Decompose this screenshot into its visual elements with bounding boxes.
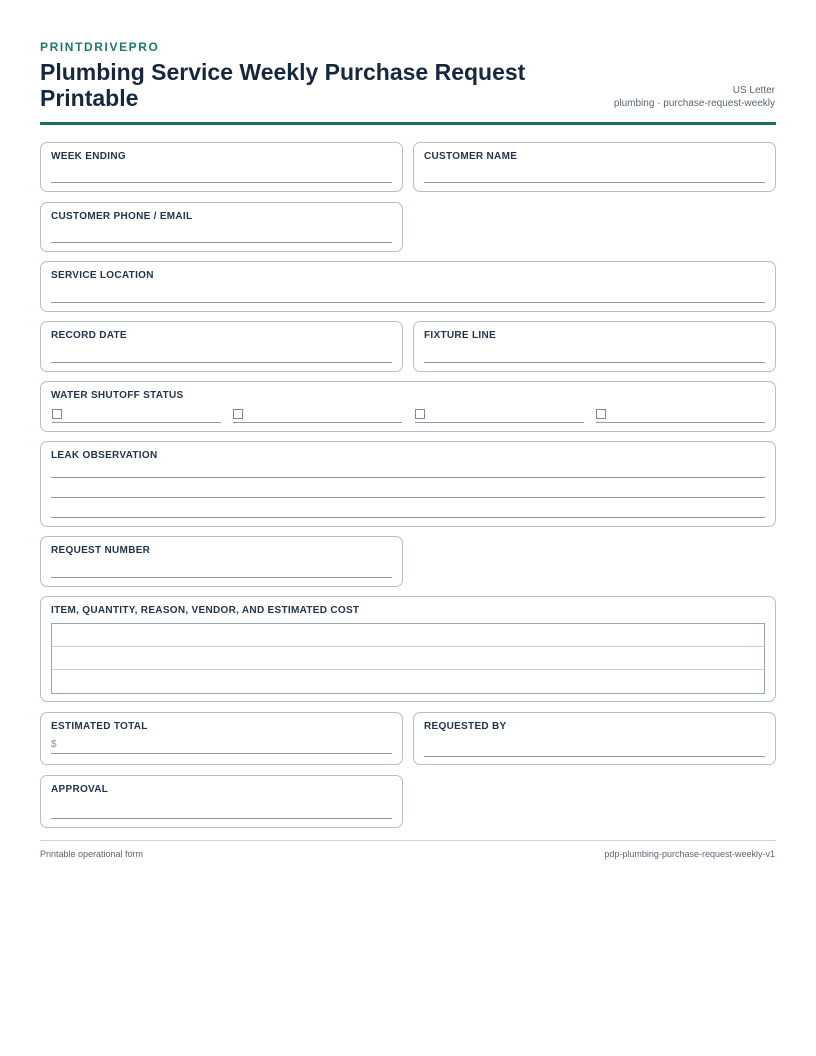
record-date-input-line[interactable]	[51, 362, 392, 363]
water-shutoff-option-line[interactable]	[52, 422, 221, 423]
customer-name-label: CUSTOMER NAME	[424, 151, 518, 162]
customer-contact-label: CUSTOMER PHONE / EMAIL	[51, 211, 193, 222]
request-number-label: REQUEST NUMBER	[51, 545, 151, 556]
fixture-line-field	[413, 321, 776, 372]
items-table-label: ITEM, QUANTITY, REASON, VENDOR, AND ESTIMATED COST	[51, 605, 360, 616]
leak-observation-field	[40, 441, 776, 527]
items-table-field	[40, 596, 776, 702]
leak-observation-label: LEAK OBSERVATION	[51, 450, 158, 461]
brand-name: PRINTDRIVEPRO	[40, 40, 160, 54]
service-location-label: SERVICE LOCATION	[51, 270, 154, 281]
fixture-line-label: FIXTURE LINE	[424, 330, 496, 341]
estimated-total-label: ESTIMATED TOTAL	[51, 721, 148, 732]
form-title: Plumbing Service Weekly Purchase Request Printable	[40, 59, 526, 111]
water-shutoff-status-label: WATER SHUTOFF STATUS	[51, 390, 184, 401]
week-ending-input-line[interactable]	[51, 182, 392, 183]
week-ending-label: WEEK ENDING	[51, 151, 126, 162]
items-table-row[interactable]	[52, 647, 764, 670]
week-ending-field	[40, 142, 403, 192]
items-table-row[interactable]	[52, 624, 764, 647]
items-table-grid	[51, 623, 765, 694]
form-version-id: pdp-plumbing-purchase-request-weekly-v1	[604, 849, 775, 859]
approval-field	[40, 775, 403, 828]
fixture-line-input-line[interactable]	[424, 362, 765, 363]
estimated-total-input-line[interactable]	[51, 753, 392, 754]
leak-observation-input-line[interactable]	[51, 497, 765, 498]
water-shutoff-checkbox[interactable]	[415, 409, 425, 419]
currency-prefix: $	[51, 739, 57, 750]
record-date-field	[40, 321, 403, 372]
water-shutoff-checkbox[interactable]	[233, 409, 243, 419]
customer-name-field	[413, 142, 776, 192]
customer-name-input-line[interactable]	[424, 182, 765, 183]
request-number-input-line[interactable]	[51, 577, 392, 578]
water-shutoff-checkbox[interactable]	[52, 409, 62, 419]
footer-rule	[40, 840, 776, 841]
record-date-label: RECORD DATE	[51, 330, 127, 341]
water-shutoff-option-line[interactable]	[596, 422, 765, 423]
paper-size: US Letter	[732, 85, 775, 96]
customer-contact-input-line[interactable]	[51, 242, 392, 243]
water-shutoff-option-line[interactable]	[233, 422, 402, 423]
water-shutoff-checkbox[interactable]	[596, 409, 606, 419]
approval-label: APPROVAL	[51, 784, 109, 795]
header-rule	[40, 122, 776, 125]
leak-observation-input-line[interactable]	[51, 477, 765, 478]
approval-input-line[interactable]	[51, 818, 392, 819]
request-number-field	[40, 536, 403, 587]
service-location-input-line[interactable]	[51, 302, 765, 303]
form-slug: plumbing · purchase-request-weekly	[613, 98, 775, 109]
service-location-field	[40, 261, 776, 312]
estimated-total-field	[40, 712, 403, 765]
customer-contact-field	[40, 202, 403, 252]
water-shutoff-status-field	[40, 381, 776, 432]
leak-observation-input-line[interactable]	[51, 517, 765, 518]
requested-by-input-line[interactable]	[424, 756, 765, 757]
footer-note: Printable operational form	[40, 849, 144, 859]
water-shutoff-option-line[interactable]	[415, 422, 584, 423]
requested-by-label: REQUESTED BY	[424, 721, 507, 732]
requested-by-field	[413, 712, 776, 765]
items-table-row[interactable]	[52, 670, 764, 693]
